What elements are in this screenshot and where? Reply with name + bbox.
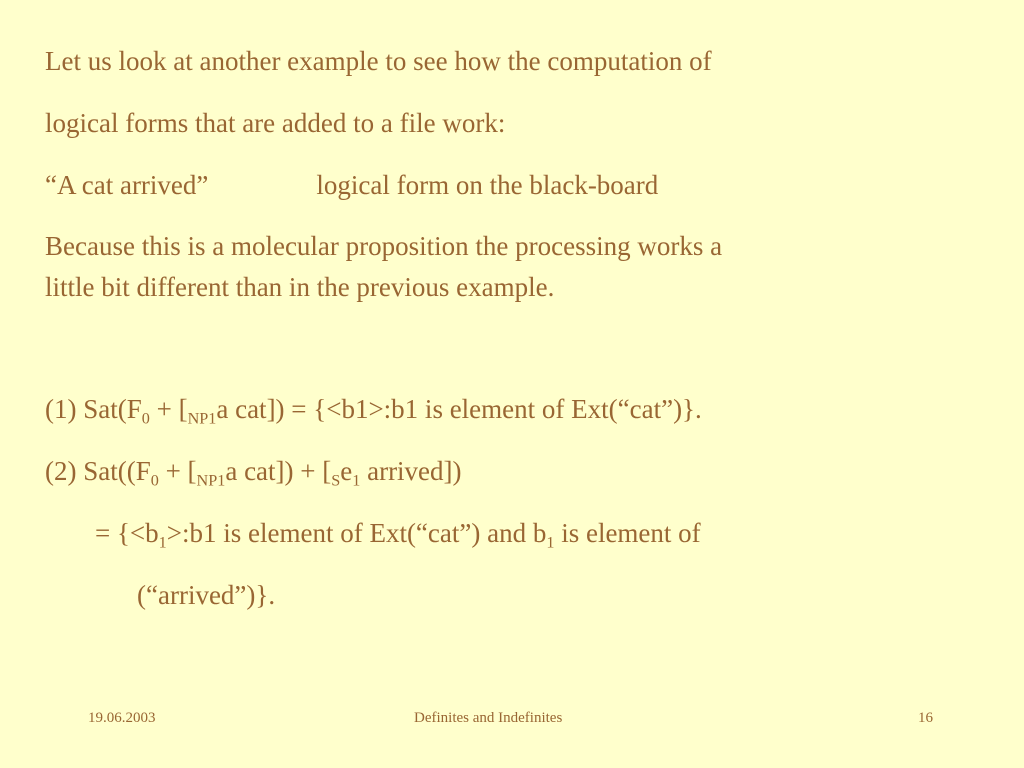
body-line-3 bbox=[45, 172, 658, 199]
body-line-5: little bit different than in the previous example. bbox=[45, 272, 555, 302]
formula-1 bbox=[45, 394, 702, 428]
example-description: logical form on the black-board bbox=[316, 170, 659, 200]
formula-2-part-a: (2) Sat((F bbox=[45, 456, 151, 486]
formula-1-part-b: + [ bbox=[149, 394, 188, 424]
formula-2-subscript-1: 0 bbox=[150, 471, 159, 490]
formula-3-part-b: >:b1 is element of Ext(“cat”) and b bbox=[166, 518, 547, 548]
body-line-4: Because this is a molecular proposition the processing works a bbox=[45, 231, 723, 261]
example-sentence: “A cat arrived” bbox=[45, 170, 209, 200]
body-line-1: Let us look at another example to see how the computation of bbox=[45, 46, 712, 76]
formula-2-part-c: a cat]) + [ bbox=[225, 456, 332, 486]
formula-1-subscript-1: 0 bbox=[141, 409, 150, 428]
formula-2-part-d: e bbox=[340, 456, 353, 486]
body-line-2: logical forms that are added to a file work: bbox=[45, 108, 506, 138]
formula-3-part-c: is element of bbox=[554, 518, 701, 548]
formula-3-subscript-1: 1 bbox=[158, 533, 167, 552]
formula-2-subscript-2: NP1 bbox=[196, 471, 226, 490]
formula-2-subscript-3: S bbox=[331, 471, 341, 490]
formula-3-part-a: = {<b bbox=[95, 518, 159, 548]
formula-1-part-a: (1) Sat(F bbox=[45, 394, 142, 424]
footer-date: 19.06.2003 bbox=[88, 710, 156, 726]
formula-3-subscript-2: 1 bbox=[546, 533, 555, 552]
formula-2 bbox=[45, 456, 462, 490]
formula-3 bbox=[95, 518, 701, 552]
formula-2-part-e: arrived]) bbox=[360, 456, 462, 486]
footer-title: Definites and Indefinites bbox=[414, 710, 563, 726]
formula-1-part-c: a cat]) = {<b1>:b1 is element of Ext(“cat”)}. bbox=[216, 394, 702, 424]
formula-1-subscript-2: NP1 bbox=[187, 409, 217, 428]
formula-2-subscript-4: 1 bbox=[352, 471, 361, 490]
slide-number: 16 bbox=[918, 710, 933, 726]
formula-2-part-b: + [ bbox=[158, 456, 197, 486]
formula-4: (“arrived”)}. bbox=[137, 580, 276, 610]
